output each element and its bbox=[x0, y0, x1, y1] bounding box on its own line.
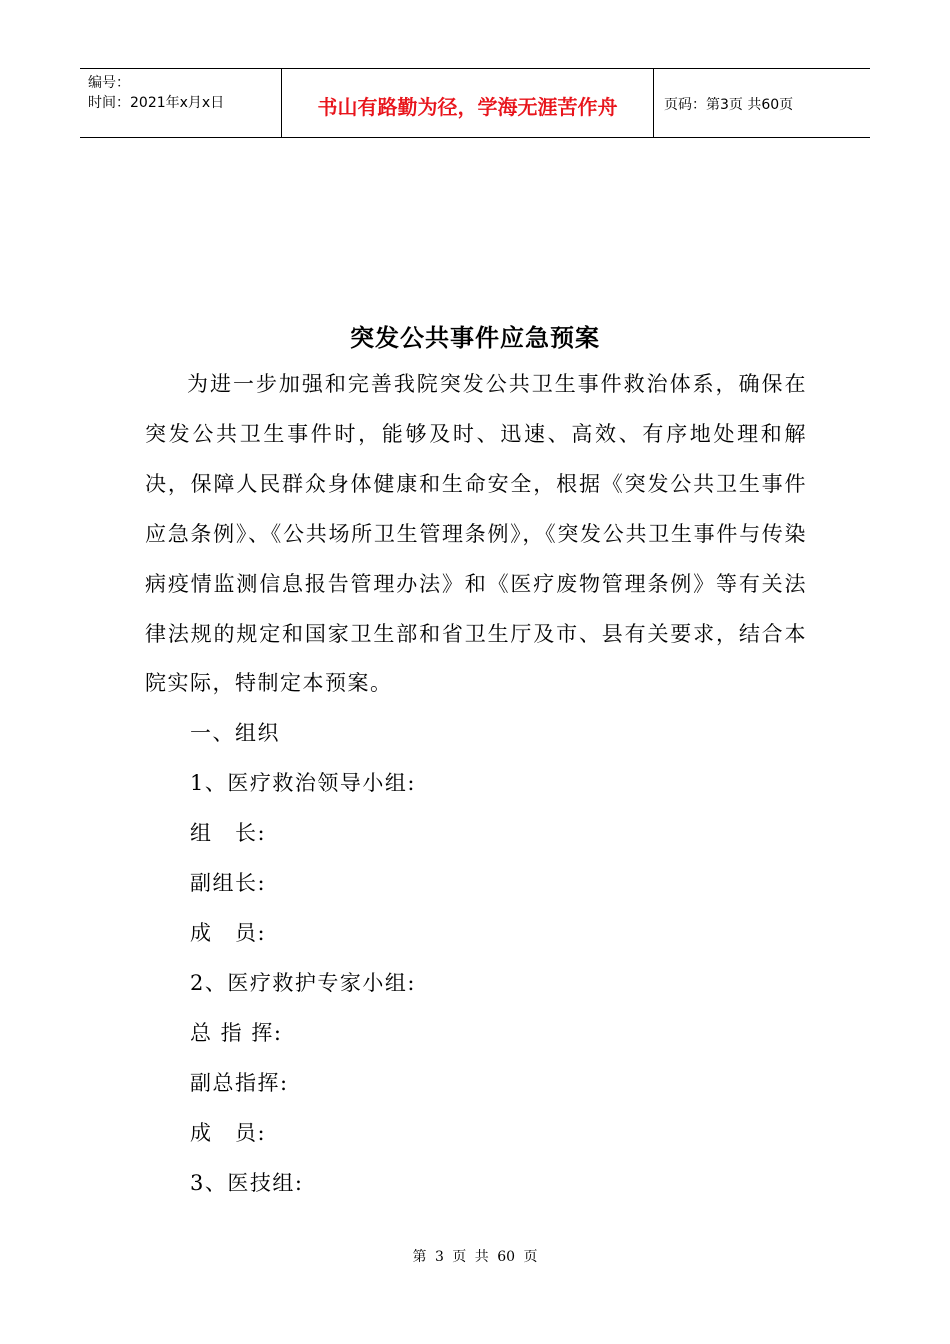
list-item: 总 指 挥: bbox=[190, 1020, 283, 1045]
document-body bbox=[145, 360, 807, 1208]
document-number-label: 编号： bbox=[88, 75, 130, 91]
list-item: 组 长: bbox=[190, 821, 267, 846]
document-date: 时间：2021年x月x日 bbox=[88, 95, 225, 111]
document-title: 突发公共事件应急预案 bbox=[350, 324, 600, 352]
list-item: 成 员: bbox=[190, 920, 267, 945]
intro-paragraph: 为进一步加强和完善我院突发公共卫生事件救治体系，确保在突发公共卫生事件时，能够及时、迅速、高效、有序地处理和解决，保障人民群众身体健康和生命安全，根据《突发公共卫生事件应急条例》、《公共场所卫生管理条例》，《突发公共卫生事件与传染病疫情监测信息报告管理办法》和《医疗废物管理条例》等有关法律法规的规定和国家卫生部和省卫生厅及市、县有关要求，结合本院实际，特制定本预案。 bbox=[145, 372, 807, 696]
section-heading-organization: 一、组织 bbox=[190, 721, 280, 746]
list-item: 3、医技组: bbox=[190, 1170, 304, 1195]
list-item: 副组长: bbox=[190, 871, 267, 896]
header-page-cell bbox=[654, 69, 870, 137]
header-table bbox=[80, 68, 870, 138]
list-item: 副总指挥: bbox=[190, 1070, 289, 1095]
list-item: 1、医疗救治领导小组: bbox=[190, 771, 416, 796]
list-item: 成 员: bbox=[190, 1120, 267, 1145]
header-motto-cell bbox=[282, 69, 654, 137]
header-page-code: 页码：第3页 共60页 bbox=[664, 97, 794, 113]
page-footer: 第 3 页 共 60 页 bbox=[412, 1249, 538, 1265]
header-meta-cell bbox=[80, 69, 282, 137]
list-item: 2、医疗救护专家小组: bbox=[190, 970, 416, 995]
header-motto: 书山有路勤为径，学海无涯苦作舟 bbox=[317, 94, 618, 119]
